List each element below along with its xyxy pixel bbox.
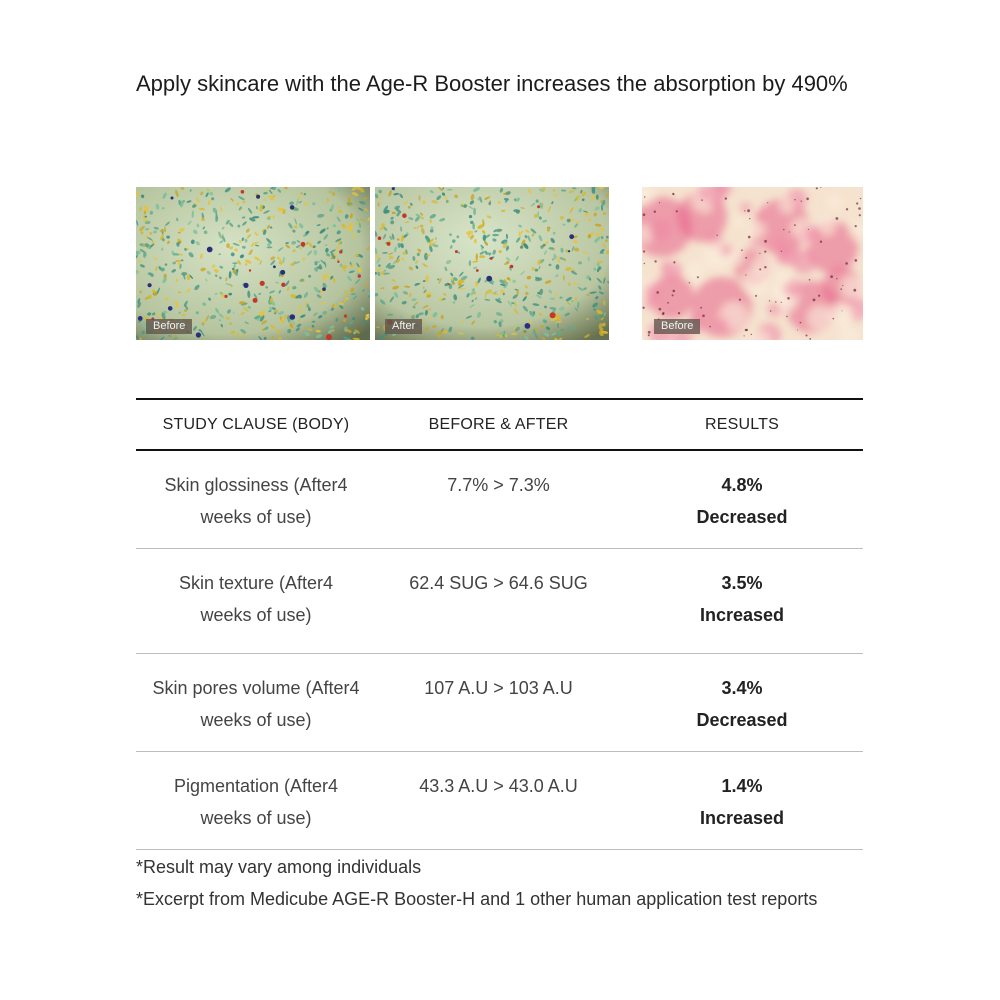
before-micrograph-image <box>136 187 370 340</box>
before-after-cell: 7.7% > 7.3% <box>376 450 621 549</box>
skin-texture-pattern <box>136 187 370 340</box>
skin-texture-pattern <box>375 187 609 340</box>
before-after-cell: 43.3 A.U > 43.0 A.U <box>376 752 621 850</box>
table-row <box>136 654 863 752</box>
absorption-stain-image <box>642 187 863 340</box>
header-before-after: BEFORE & AFTER <box>376 399 621 450</box>
study-clause-cell <box>136 752 376 850</box>
study-clause-cell <box>136 450 376 549</box>
result-cell <box>621 450 863 549</box>
result-direction: Increased <box>699 808 785 828</box>
image-label: Before <box>146 319 192 334</box>
result-direction: Increased <box>699 605 785 625</box>
result-direction: Decreased <box>696 507 788 527</box>
table-row <box>136 752 863 850</box>
result-cell <box>621 752 863 850</box>
result-cell <box>621 549 863 654</box>
stain-pattern <box>642 187 863 340</box>
result-cell <box>621 654 863 752</box>
page-title: Apply skincare with the Age-R Booster increases the absorption by 490% <box>136 71 848 96</box>
clause-line: Pigmentation (After4 <box>173 776 339 796</box>
header-study-clause: STUDY CLAUSE (BODY) <box>136 399 376 450</box>
result-value: 1.4% <box>721 776 763 796</box>
clause-line: Skin texture (After4 <box>178 573 334 593</box>
image-label: Before <box>654 319 700 334</box>
after-micrograph-image <box>375 187 609 340</box>
before-after-cell: 62.4 SUG > 64.6 SUG <box>376 549 621 654</box>
result-value: 3.4% <box>721 678 763 698</box>
before-after-cell: 107 A.U > 103 A.U <box>376 654 621 752</box>
result-value: 4.8% <box>721 475 763 495</box>
clause-line: weeks of use) <box>200 710 312 730</box>
clause-line: Skin glossiness (After4 <box>164 475 348 495</box>
study-clause-cell <box>136 654 376 752</box>
image-label: After <box>385 319 422 334</box>
footnote: *Excerpt from Medicube AGE-R Booster-H and 1 other human application test reports <box>136 889 818 909</box>
footnotes <box>136 851 856 915</box>
clause-line: weeks of use) <box>200 808 312 828</box>
clause-line: weeks of use) <box>200 507 312 527</box>
header-results: RESULTS <box>621 399 863 450</box>
result-direction: Decreased <box>696 710 788 730</box>
study-clause-cell <box>136 549 376 654</box>
table-row <box>136 549 863 654</box>
clause-line: weeks of use) <box>200 605 312 625</box>
result-value: 3.5% <box>721 573 763 593</box>
clause-line: Skin pores volume (After4 <box>152 678 360 698</box>
study-results-table <box>136 398 863 850</box>
table-header-row <box>136 399 863 450</box>
table-row <box>136 450 863 549</box>
footnote: *Result may vary among individuals <box>136 857 422 877</box>
